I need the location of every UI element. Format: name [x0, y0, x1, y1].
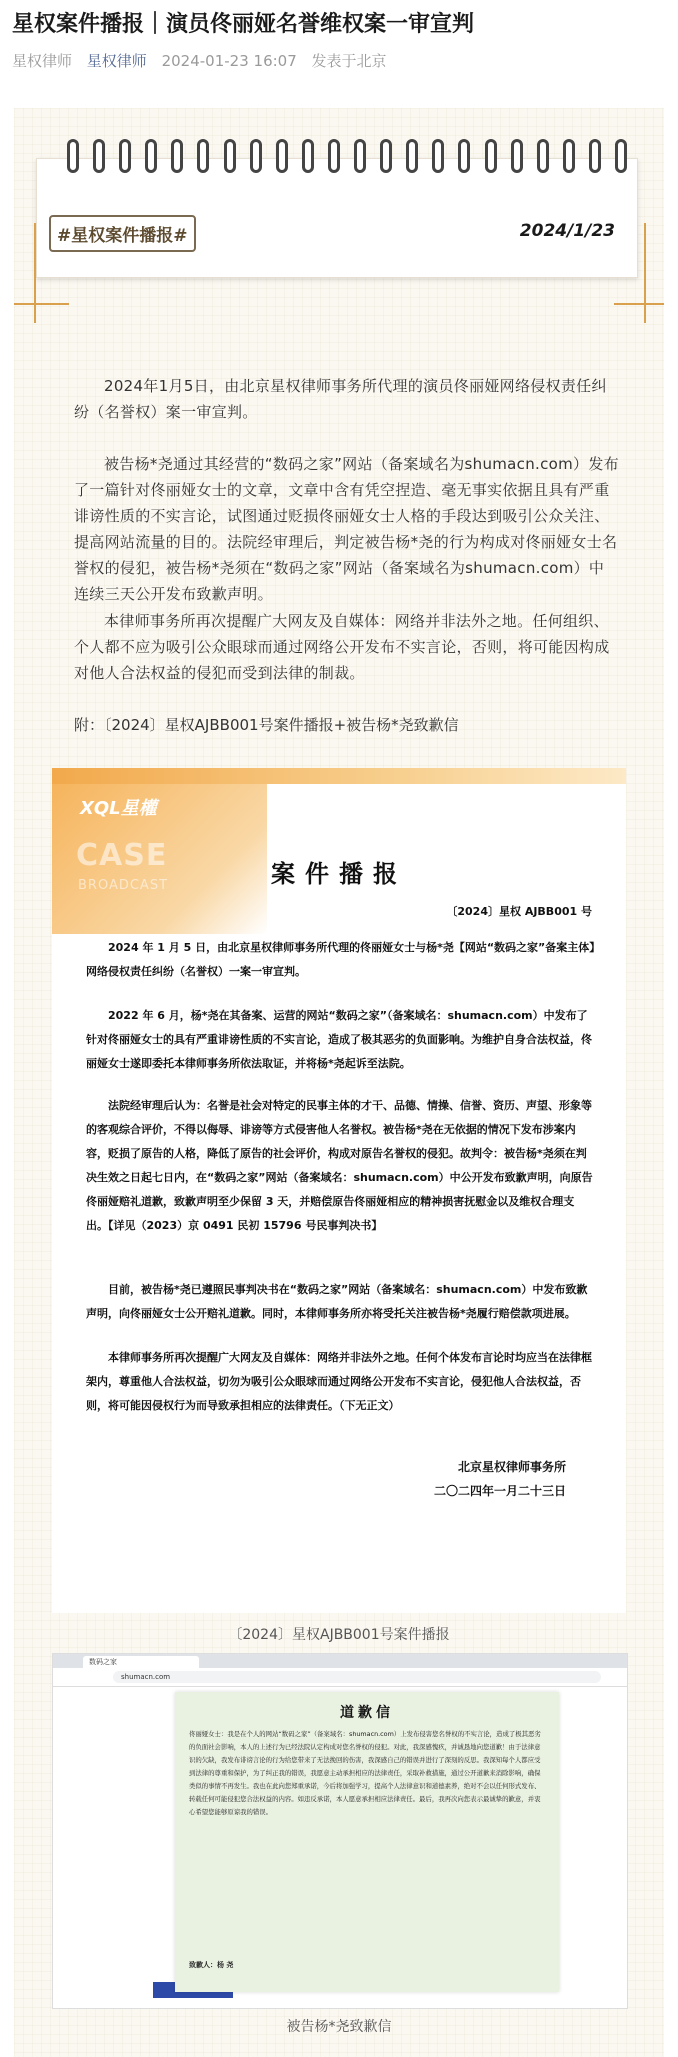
ring-icon — [432, 139, 444, 173]
ring-icon — [145, 139, 157, 173]
ring-icon — [380, 139, 392, 173]
letter-signature: 致歉人：杨 尧 — [189, 1961, 234, 1969]
ring-icon — [589, 139, 601, 173]
article-meta — [12, 50, 666, 71]
case-watermark: CASE — [76, 838, 168, 873]
article-header — [12, 10, 666, 71]
ring-icon — [171, 139, 183, 173]
ring-icon — [93, 139, 105, 173]
publish-time: 2024-01-23 16:07 — [161, 52, 297, 70]
author-link[interactable]: 星权律师 — [86, 52, 147, 70]
paragraph-2: 被告杨*尧通过其经营的“数码之家”网站（备案域名为shumacn.com）发布了一篇针对佟丽娅女士的文章，文章中含有凭空捏造、毫无事实依据且具有严重诽谤性质的不实言论，试图通过贬损佟丽娅女士人格的手段达到吸引公众关注、提高网站流量的目的。法院经审理后，判定被告杨*尧的行为构成对佟丽娅女士名誉权的侵犯，被告杨*尧须在“数码之家”网站（备案域名为shumacn.com）中连续三天公开发布致歉声明。 — [74, 455, 619, 603]
article-title: 星权案件播报｜演员佟丽娅名誉维权案一审宣判 — [12, 12, 475, 37]
decor-line-left — [34, 223, 36, 323]
hashtag-label: #星权案件播报# — [49, 215, 196, 252]
letter-title: 道歉信 — [340, 1705, 394, 1721]
browser-screenshot — [52, 1653, 628, 2009]
ring-icon — [276, 139, 288, 173]
doc-paragraph-1: 2024 年 1 月 5 日，由北京星权律师事务所代理的佟丽娅女士与杨*尧【网站“数码之家”备案主体】网络侵权责任纠纷（名誉权）一案一审宣判。 — [86, 941, 595, 978]
doc-signer: 北京星权律师事务所 — [457, 1460, 566, 1474]
ring-icon — [458, 139, 470, 173]
browser-address-bar — [53, 1668, 627, 1687]
doc-sign-date: 二〇二四年一月二十三日 — [433, 1484, 566, 1498]
ring-icon — [67, 139, 79, 173]
ring-icon — [563, 139, 575, 173]
doc-paragraph-4: 目前，被告杨*尧已遵照民事判决书在“数码之家”网站（备案域名：shumacn.com）中发布致歉声明，向佟丽娅女士公开赔礼道歉。同时，本律师事务所亦将受托关注被告杨*尧履行赔偿款项进展。 — [86, 1283, 588, 1320]
browser-tab: 数码之家 — [83, 1656, 199, 1668]
ring-icon — [250, 139, 262, 173]
publish-location: 发表于北京 — [311, 52, 387, 70]
account-name[interactable]: 星权律师 — [12, 52, 73, 70]
doc-number: 〔2024〕星权 AJBB001 号 — [446, 905, 592, 918]
caption-case-doc: 〔2024〕星权AJBB001号案件播报 — [228, 1627, 450, 1643]
apology-letter — [175, 1692, 559, 1992]
binder-rings — [67, 139, 627, 179]
doc-paragraph-2: 2022 年 6 月，杨*尧在其备案、运营的网站“数码之家”（备案域名：shumacn.com）中发布了针对佟丽娅女士的具有严重诽谤性质的不实言论，造成了极其恶劣的负面影响。为维护自身合法权益，佟丽娅女士遂即委托本律师事务所依法取证，并将杨*尧起诉至法院。 — [86, 1009, 592, 1070]
ring-icon — [302, 139, 314, 173]
caption-apology: 被告杨*尧致歉信 — [286, 2019, 392, 2035]
header-band — [52, 768, 626, 784]
ring-icon — [224, 139, 236, 173]
broadcast-watermark: BROADCAST — [78, 878, 169, 893]
paragraph-1: 2024年1月5日，由北京星权律师事务所代理的演员佟丽娅网络侵权责任纠纷（名誉权）案一审宣判。 — [74, 377, 607, 421]
doc-paragraph-5: 本律师事务所再次提醒广大网友及自媒体：网络并非法外之地。任何个体发布言论时均应当在法律框架内，尊重他人合法权益，切勿为吸引公众眼球而通过网络公开发布不实言论，侵犯他人合法权益，否则，将可能因侵权行为而导致承担相应的法律责任。（下无正文） — [86, 1351, 592, 1412]
browser-tab-bar — [53, 1654, 627, 1668]
ring-icon — [615, 139, 627, 173]
decor-line-right-h — [614, 303, 664, 305]
ring-icon — [328, 139, 340, 173]
ring-icon — [485, 139, 497, 173]
doc-paragraph-3: 法院经审理后认为：名誉是社会对特定的民事主体的才干、品德、情操、信誉、资历、声望、形象等的客观综合评价，不得以侮辱、诽谤等方式侵害他人名誉权。被告杨*尧在无依据的情况下发布涉案内容，贬损了原告的人格，降低了原告的社会评价，构成对原告名誉权的侵犯。故判令：被告杨*尧须在判决生效之日起七日内，在“数码之家”网站（备案域名：shumacn.com）中公开发布致歉声明，向原告佟丽娅赔礼道歉，致歉声明至少保留 3 天，并赔偿原告佟丽娅相应的精神损害抚慰金以及维权合理支出。【详见（2023）京 0491 民初 15796 号民事判决书】 — [86, 1099, 593, 1232]
card-date: 2024/1/23 — [519, 221, 615, 241]
ring-icon — [406, 139, 418, 173]
letter-body: 佟丽娅女士：我是在个人的网站“数码之家”（备案域名：shumacn.com）上发布侵害您名誉权的不实言论，造成了极其恶劣的负面社会影响，本人的上述行为已经法院认定构成对您名誉权的侵犯。对此，我深感愧疚，并诚恳地向您道歉！由于法律意识的欠缺，我发布诽谤言论的行为给您带来了无法挽回的伤害，我深感自己的错误并进行了深刻的反思。我深知每个人都应受到法律的尊重和保护，为了纠正我的错误，我愿意主动承担相应的法律责任，采取补救措施，通过公开道歉来消除影响，确保类似的事情不再发生。我也在此向您郑重承诺，今后将加强学习，提高个人法律意识和道德素养，绝对不会以任何形式发布、转载任何可能侵犯您合法权益的内容。如违反承诺，本人愿意承担相应法律责任。最后，我再次向您表示最诚挚的歉意，并衷心希望您能够原谅我的错误。 — [189, 1730, 541, 1816]
ring-icon — [511, 139, 523, 173]
doc-title: 案件播报 — [271, 860, 407, 888]
browser-url: shumacn.com — [113, 1671, 601, 1683]
ring-icon — [354, 139, 366, 173]
decor-line-left-h — [14, 303, 69, 305]
ring-icon — [197, 139, 209, 173]
article-body — [14, 108, 664, 2057]
attachment-note: 附：〔2024〕星权AJBB001号案件播报+被告杨*尧致歉信 — [74, 716, 459, 734]
notebook-card — [36, 158, 638, 278]
paragraph-3: 本律师事务所再次提醒广大网友及自媒体：网络并非法外之地。任何组织、个人都不应为吸引公众眼球而通过网络公开发布不实言论，否则，将可能因构成对他人合法权益的侵犯而受到法律的制裁。 — [74, 612, 610, 682]
ring-icon — [537, 139, 549, 173]
firm-logo: XQL星權 — [80, 798, 157, 819]
decor-line-right — [644, 223, 646, 323]
case-broadcast-image — [52, 768, 626, 1613]
ring-icon — [119, 139, 131, 173]
